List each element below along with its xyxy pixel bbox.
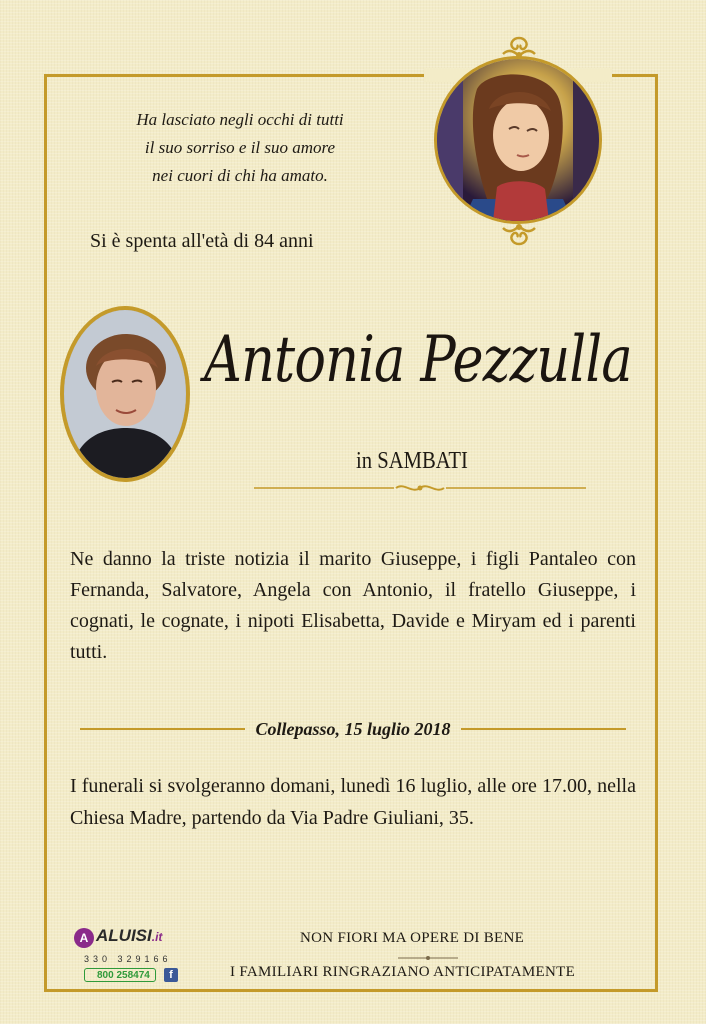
name-divider-ornament-icon <box>254 482 586 496</box>
deceased-name: Antonia Pezzulla <box>204 323 632 397</box>
quote-line: il suo sorriso e il suo amore <box>144 138 336 157</box>
logo-domain: .it <box>151 930 163 944</box>
memorial-quote <box>80 106 400 190</box>
place-date-row <box>80 716 626 742</box>
footer-line-1: NON FIORI MA OPERE DI BENE <box>300 930 525 946</box>
logo-brand: ALUISI.it <box>96 926 163 945</box>
madonna-medallion <box>434 56 602 224</box>
gold-frame <box>44 74 658 992</box>
deceased-portrait <box>60 306 190 482</box>
logo-mark-icon: A <box>74 928 94 948</box>
divider-line <box>461 728 626 730</box>
footer-line-2: I FAMILIARI RINGRAZIANO ANTICIPATAMENTE <box>230 964 576 980</box>
divider-line <box>80 728 245 730</box>
married-name: in SAMBATI <box>356 448 468 474</box>
funeral-home-logo <box>74 926 194 986</box>
medallion-bottom-ornament-icon <box>497 222 541 246</box>
madonna-image-icon <box>437 59 599 221</box>
funeral-text: I funerali si svolgeranno domani, lunedì 16 luglio, alle ore 17.00, nella Chiesa Madre, partendo da Via Padre Giuliani, 35. <box>70 775 636 829</box>
quote-line: Ha lasciato negli occhi di tutti <box>136 110 344 129</box>
facebook-icon: f <box>164 968 178 982</box>
quote-line: nei cuori di chi ha amato. <box>152 166 328 185</box>
logo-phone: 330 329166 <box>84 954 172 964</box>
place-date: Collepasso, 15 luglio 2018 <box>255 718 451 739</box>
green-number: 800 258474 <box>84 968 156 982</box>
age-text: Si è spenta all'età di 84 anni <box>90 230 314 252</box>
announcement-text: Ne danno la triste notizia il marito Giuseppe, i figli Pantaleo con Fernanda, Salvatore, Angela con Antonio, il fratello Giuseppe, i cognati, le cognate, i nipoti Elisabetta, Davide e Miryam ed i parenti tutti. <box>70 548 636 663</box>
footer-divider-icon <box>398 954 458 962</box>
portrait-photo-icon <box>64 310 186 478</box>
